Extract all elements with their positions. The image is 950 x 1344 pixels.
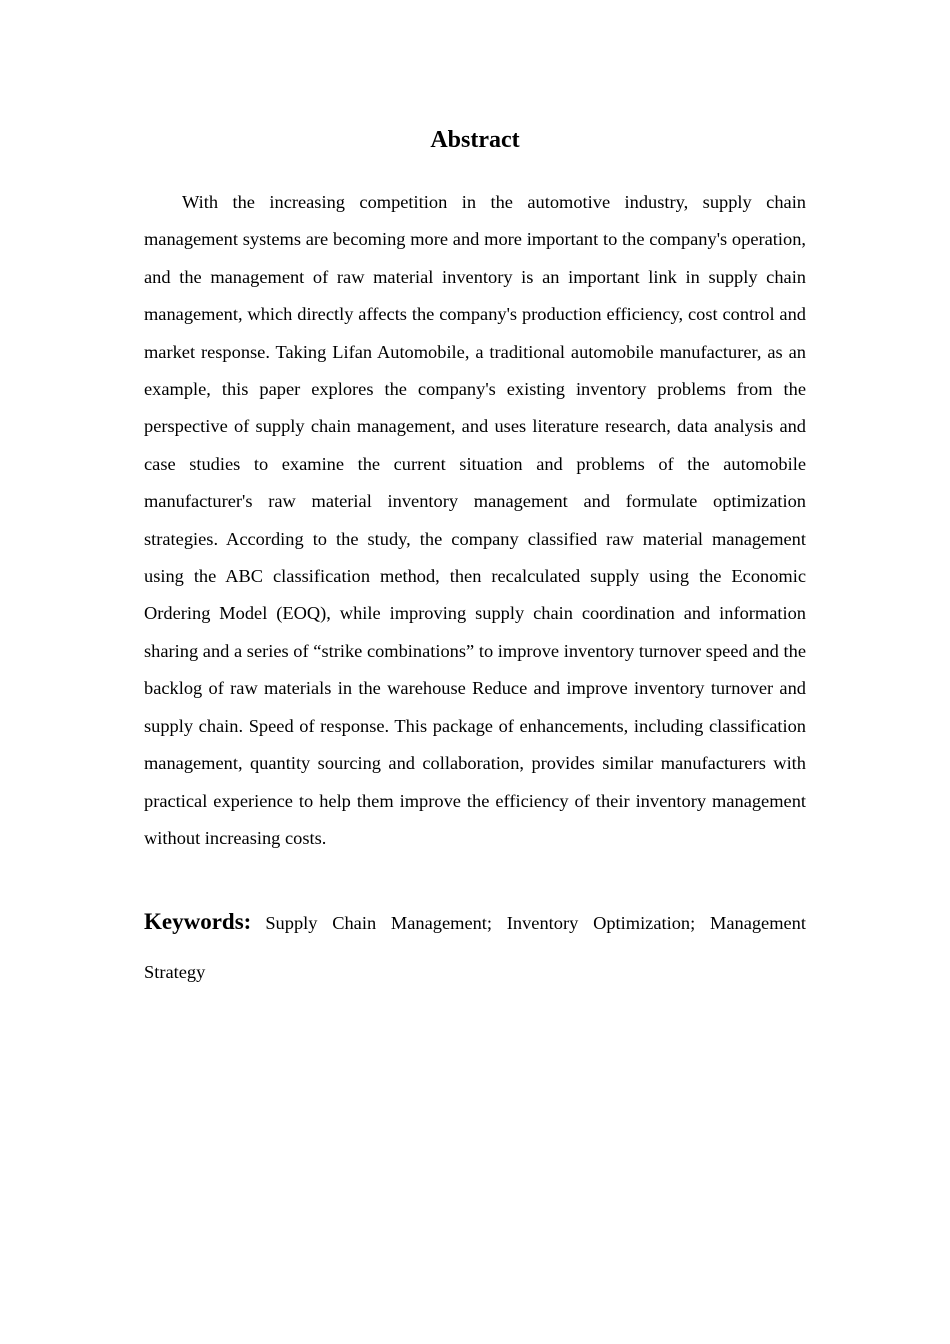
abstract-title: Abstract <box>430 127 520 153</box>
keywords-text: Supply Chain Management; Inventory Optimization; Management Strategy <box>144 913 806 982</box>
keywords-label: Keywords: <box>144 909 252 934</box>
abstract-paragraph: With the increasing competition in the automotive industry, supply chain management systems are becoming more and more important to the company's operation, and the management of raw material inventory is an important link in supply chain management, which directly affects the company's production efficiency, cost control and market response. Taking Lifan Automobile, a traditional automobile manufacturer, as an example, this paper explores the company's existing inventory problems from the perspective of supply chain management, and uses literature research, data analysis and case studies to examine the current situation and problems of the automobile manufacturer's raw material inventory management and formulate optimization strategies. According to the study, the company classified raw material management using the ABC classification method, then recalculated supply using the Economic Ordering Model (EOQ), while improving supply chain coordination and information sharing and a series of “strike combinations” to improve inventory turnover speed and the backlog of raw materials in the warehouse Reduce and improve inventory turnover and supply chain. Speed of response. This package of enhancements, including classification management, quantity sourcing and collaboration, provides similar manufacturers with practical experience to help them improve the efficiency of their inventory management without increasing costs. <box>144 192 806 848</box>
keywords-line <box>144 897 806 997</box>
